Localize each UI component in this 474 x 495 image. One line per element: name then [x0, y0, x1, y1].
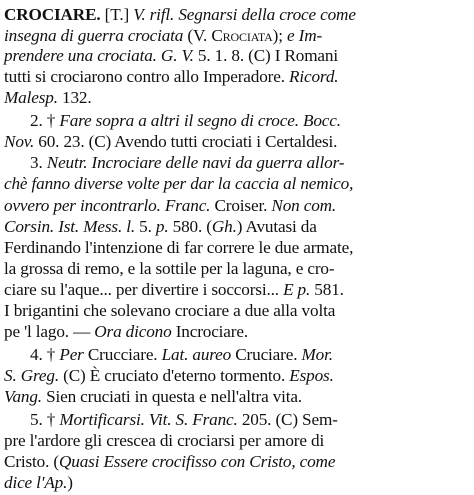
entry-text-run: Non com. — [271, 196, 337, 215]
entry-text-run: Neutr. Incrociare delle navi da guerra allor- — [46, 153, 345, 172]
entry-text-run: tutti si crociarono contro allo Imperadore. — [4, 67, 290, 86]
entry-text-run: ovvero per incontrarlo. Franc. — [4, 196, 211, 215]
entry-text-run: 5. † — [30, 410, 60, 429]
entry-text-run: Corsin. Ist. Mess. l. — [4, 217, 136, 236]
entry-text-run: prendere una crociata. G. V. — [4, 46, 194, 65]
entry-text-run: I brigantini che solevano crociare a due alla volta — [4, 301, 336, 320]
entry-text-run: 132. — [57, 88, 92, 107]
entry-text-run: dice l'Ap. — [4, 473, 68, 492]
sense-5-line-4 — [4, 471, 73, 495]
entry-text-run: CROCIARE. — [4, 5, 101, 24]
entry-text-run: pre l'ardore gli crescea di crociarsi per amore di — [4, 431, 325, 450]
entry-text-run: Nov. — [4, 132, 35, 151]
entry-text-run: Croiser. — [210, 196, 272, 215]
entry-text-run: Gh. — [211, 217, 237, 236]
entry-text-run: e Im- — [287, 26, 323, 45]
entry-text-run: 3. — [30, 153, 47, 172]
entry-text-run: Ricord. — [289, 67, 339, 86]
entry-text-run: Fare sopra a altri il segno di croce. Bocc. — [59, 111, 341, 130]
entry-line-5 — [4, 86, 92, 110]
entry-text-run: S. Greg. — [4, 366, 59, 385]
entry-text-run: Mortificarsi. Vit. S. Franc. — [59, 410, 238, 429]
entry-text-run: Lat. aureo — [161, 345, 232, 364]
entry-text-run: Sien cruciati in questa e nell'altra vita. — [41, 387, 303, 406]
entry-text-run: p. — [155, 217, 169, 236]
entry-text-run: Quasi Essere crocifisso con Cristo, come — [59, 452, 336, 471]
entry-text-run: E p. — [283, 280, 311, 299]
entry-text-run: Malesp. — [4, 88, 58, 107]
entry-text-run: Cruciare. — [231, 345, 302, 364]
entry-text-run: 60. 23. (C) Avendo tutti crociati i Certaldesi. — [34, 132, 338, 151]
entry-text-run: insegna di guerra crociata — [4, 26, 184, 45]
entry-text-run: Espos. — [289, 366, 334, 385]
entry-text-run: [T.] — [100, 5, 134, 24]
sense-3-line-2 — [4, 172, 353, 196]
entry-text-run: 580. ( — [168, 217, 212, 236]
entry-text-run: chè fanno diverse volte per dar la caccia al nemico, — [4, 174, 354, 193]
entry-text-run: Per — [59, 345, 84, 364]
entry-text-run: Ferdinando l'intenzione di far correre le due armate, — [4, 238, 354, 257]
entry-text-run: Mor. — [301, 345, 333, 364]
entry-text-run: ciare su l'aque... per divertire i soccorsi... — [4, 280, 284, 299]
entry-text-run: 205. (C) Sem- — [237, 410, 338, 429]
entry-text-run: V. rifl. Segnarsi della croce come — [133, 5, 356, 24]
entry-text-run: Vang. — [4, 387, 42, 406]
entry-text-run: 2. † — [30, 111, 60, 130]
entry-text-run: Ora dicono — [94, 322, 172, 341]
entry-text-run: 5. 1. 8. (C) I Romani — [193, 46, 338, 65]
entry-text-run: 581. — [310, 280, 344, 299]
entry-text-run: (C) È cruciato d'eterno tormento. — [58, 366, 290, 385]
entry-text-run: ) Avutasi da — [236, 217, 317, 236]
entry-text-run: Cristo. ( — [4, 452, 59, 471]
entry-text-run: ) — [67, 473, 73, 492]
entry-text-run: pe 'l lago. — — [4, 322, 95, 341]
entry-text-run: ); — [272, 26, 287, 45]
entry-text-run: Incrociare. — [171, 322, 248, 341]
entry-text-run: (V. — [183, 26, 212, 45]
sense-3-line-9 — [4, 320, 248, 344]
entry-text-run: la grossa di remo, e la sottile per la laguna, e cro- — [4, 259, 335, 278]
entry-text-run: 4. † — [30, 345, 60, 364]
sense-4-line-3 — [4, 385, 302, 409]
entry-text-run: Crucciare. — [83, 345, 162, 364]
entry-text-run: Crociata — [211, 26, 273, 45]
entry-text-run: 5. — [135, 217, 156, 236]
